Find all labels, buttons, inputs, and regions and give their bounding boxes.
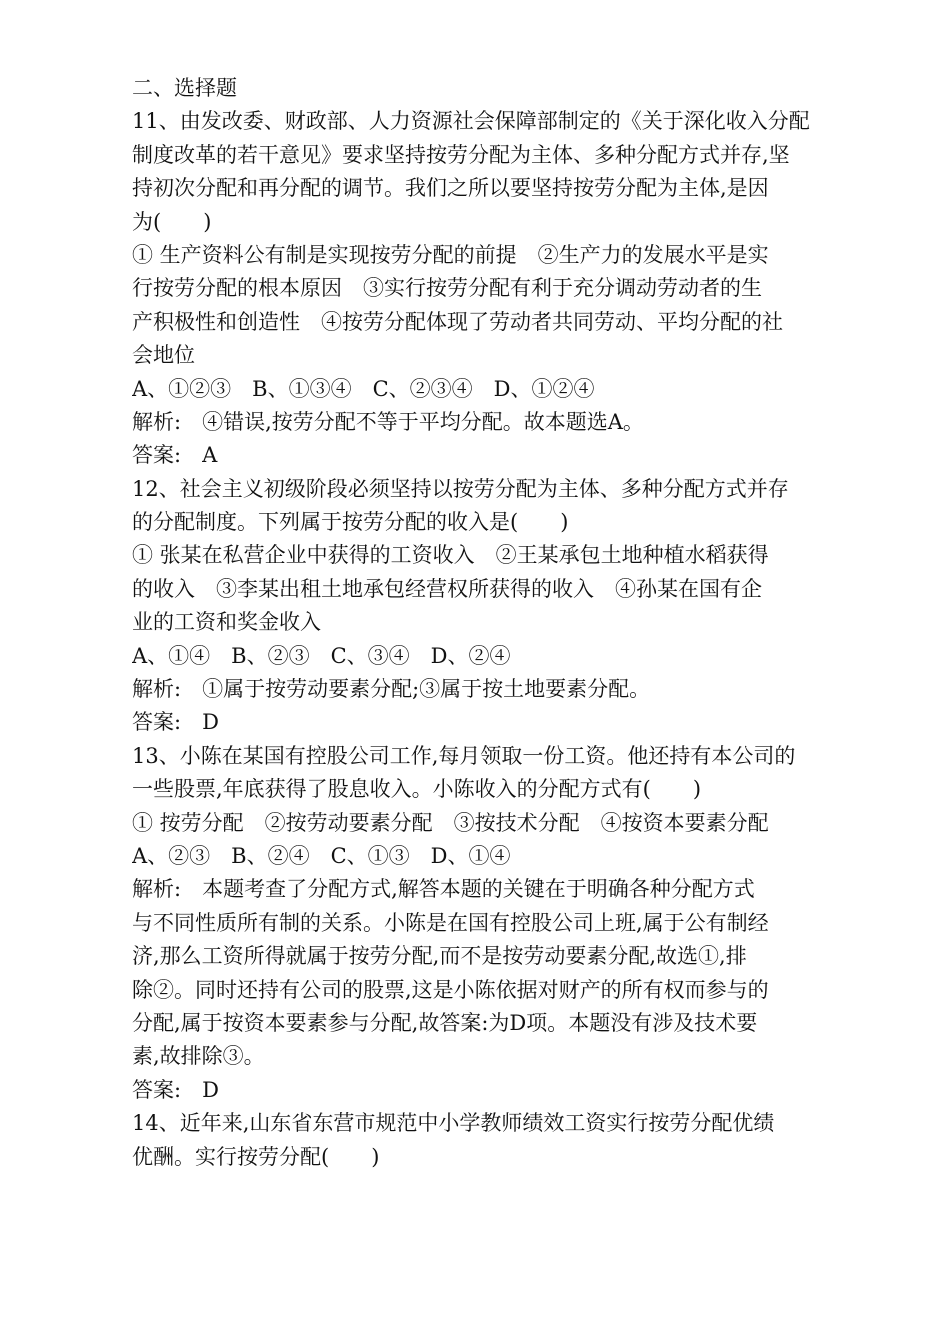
question-text-line: 一些股票,年底获得了股息收入。小陈收入的分配方式有( ) — [132, 777, 702, 802]
analysis-line: 分配,属于按资本要素参与分配,故答案:为D项。本题没有涉及技术要 — [132, 1010, 758, 1035]
question-text-line: 持初次分配和再分配的调节。我们之所以要坚持按劳分配为主体,是因 — [132, 176, 769, 201]
question-11 — [132, 105, 822, 472]
document-body — [132, 72, 822, 1174]
question-13 — [132, 740, 822, 1107]
question-text-line: 优酬。实行按劳分配( ) — [132, 1144, 380, 1169]
question-text-line: 11、由发改委、财政部、人力资源社会保障部制定的《关于深化收入分配 — [132, 109, 810, 134]
statement-line: 的收入 ③李某出租土地承包经营权所获得的收入 ④孙某在国有企 — [132, 576, 762, 601]
answer-line: 答案: A — [132, 443, 218, 468]
analysis-line: 素,故排除③。 — [132, 1044, 265, 1069]
section-title: 二、选择题 — [132, 76, 237, 100]
statement-line: 产积极性和创造性 ④按劳分配体现了劳动者共同劳动、平均分配的社 — [132, 309, 783, 334]
options-line: A、①②③ B、①③④ C、②③④ D、①②④ — [132, 376, 595, 401]
answer-line: 答案: D — [132, 1077, 219, 1102]
question-text-line: 12、社会主义初级阶段必须坚持以按劳分配为主体、多种分配方式并存 — [132, 476, 789, 501]
answer-line: 答案: D — [132, 710, 219, 735]
analysis-line: 与不同性质所有制的关系。小陈是在国有控股公司上班,属于公有制经 — [132, 910, 769, 935]
question-12 — [132, 473, 822, 740]
statement-line: ① 按劳分配 ②按劳动要素分配 ③按技术分配 ④按资本要素分配 — [132, 810, 769, 835]
statement-line: 行按劳分配的根本原因 ③实行按劳分配有利于充分调动劳动者的生 — [132, 276, 762, 301]
analysis-line: 解析: ④错误,按劳分配不等于平均分配。故本题选A。 — [132, 409, 644, 434]
analysis-line: 解析: 本题考查了分配方式,解答本题的关键在于明确各种分配方式 — [132, 877, 755, 902]
question-14 — [132, 1107, 822, 1174]
options-line: A、①④ B、②③ C、③④ D、②④ — [132, 643, 511, 668]
analysis-line: 济,那么工资所得就属于按劳分配,而不是按劳动要素分配,故选①,排 — [132, 944, 747, 969]
statement-line: ① 张某在私营企业中获得的工资收入 ②王某承包土地种植水稻获得 — [132, 543, 769, 568]
statement-line: 会地位 — [132, 343, 195, 368]
question-text-line: 14、近年来,山东省东营市规范中小学教师绩效工资实行按劳分配优绩 — [132, 1111, 775, 1136]
options-line: A、②③ B、②④ C、①③ D、①④ — [132, 843, 511, 868]
analysis-line: 除②。同时还持有公司的股票,这是小陈依据对财产的所有权而参与的 — [132, 977, 769, 1002]
statement-line: 业的工资和奖金收入 — [132, 610, 321, 635]
statement-line: ① 生产资料公有制是实现按劳分配的前提 ②生产力的发展水平是实 — [132, 242, 769, 267]
question-text-line: 的分配制度。下列属于按劳分配的收入是( ) — [132, 510, 569, 535]
question-text-line: 为( ) — [132, 209, 212, 234]
question-text-line: 制度改革的若干意见》要求坚持按劳分配为主体、多种分配方式并存,坚 — [132, 142, 790, 167]
analysis-line: 解析: ①属于按劳动要素分配;③属于按土地要素分配。 — [132, 677, 651, 702]
question-text-line: 13、小陈在某国有控股公司工作,每月领取一份工资。他还持有本公司的 — [132, 743, 796, 768]
